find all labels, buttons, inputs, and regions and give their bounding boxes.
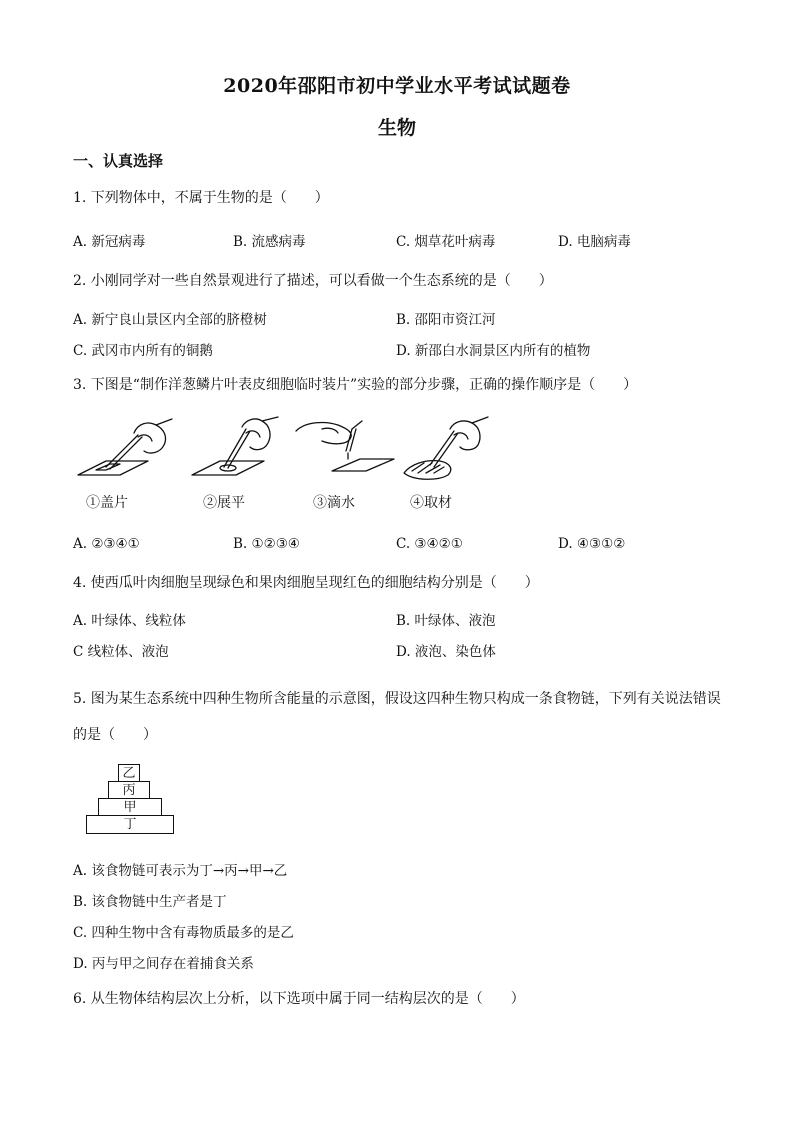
question-3-stem: 3. 下图是“制作洋葱鳞片叶表皮细胞临时装片”实验的部分步骤，正确的操作顺序是（ ） [73,377,638,393]
question-2-stem: 2. 小刚同学对一些自然景观进行了描述，可以看做一个生态系统的是（ ） [73,273,553,289]
section-heading: 一、认真选择 [73,152,164,170]
question-4-option-c: C 线粒体、液泡 [73,644,169,660]
question-1-option-c: C. 烟草花叶病毒 [396,234,496,250]
question-4-option-b: B. 叶绿体、液泡 [396,613,496,629]
question-2-option-c: C. 武冈市内所有的铜鹅 [73,343,213,359]
subject-title: 生物 [377,117,416,139]
step-drop-water-illustration [296,421,394,471]
question-4-option-d: D. 液泡、染色体 [396,644,496,660]
question-1-option-a: A. 新冠病毒 [73,234,146,250]
question-1-option-d: D. 电脑病毒 [558,234,631,250]
figure-caption-spread: ②展平 [203,495,245,511]
step-cover-slip-illustration [78,419,172,475]
figure-caption-drop-water: ③滴水 [313,495,355,511]
question-5-stem-line1: 5. 图为某生态系统中四种生物所含能量的示意图，假设这四种生物只构成一条食物链，下列有关说法错误 [73,691,721,707]
question-6-stem: 6. 从生物体结构层次上分析，以下选项中属于同一结构层次的是（ ） [73,991,525,1007]
question-5-option-d: D. 丙与甲之间存在着捕食关系 [73,956,254,972]
question-1-option-b: B. 流感病毒 [233,234,306,250]
step-spread-illustration [192,417,278,475]
question-3-option-d: D. ④③①② [558,536,626,552]
pyramid-level-ding: 丁 [86,815,174,834]
question-3-option-b: B. ①②③④ [233,536,300,552]
figure-caption-take-material: ④取材 [410,495,452,511]
step-take-material-illustration [404,417,488,479]
question-5-option-b: B. 该食物链中生产者是丁 [73,894,227,910]
question-5-option-a: A. 该食物链可表示为丁→丙→甲→乙 [73,863,288,879]
figure-caption-cover: ①盖片 [86,495,128,511]
question-2-option-b: B. 邵阳市资江河 [396,312,496,328]
pyramid-level-jia: 甲 [98,798,162,816]
question-3-option-c: C. ③④②① [396,536,463,552]
question-2-option-d: D. 新邵白水洞景区内所有的植物 [396,343,591,359]
question-5-option-c: C. 四种生物中含有毒物质最多的是乙 [73,925,294,941]
question-5-stem-line2: 的是（ ） [73,727,157,743]
page-title: 2020年邵阳市初中学业水平考试试题卷 [223,75,571,97]
question-4-option-a: A. 叶绿体、线粒体 [73,613,186,629]
question-4-stem: 4. 使西瓜叶肉细胞呈现绿色和果肉细胞呈现红色的细胞结构分别是（ ） [73,575,539,591]
pyramid-level-yi: 乙 [118,764,140,782]
pyramid-level-bing: 丙 [108,781,150,799]
lab-steps-figure [76,415,496,490]
question-1-stem: 1. 下列物体中，不属于生物的是（ ） [73,190,329,206]
question-3-option-a: A. ②③④① [73,536,140,552]
question-2-option-a: A. 新宁良山景区内全部的脐橙树 [73,312,267,328]
